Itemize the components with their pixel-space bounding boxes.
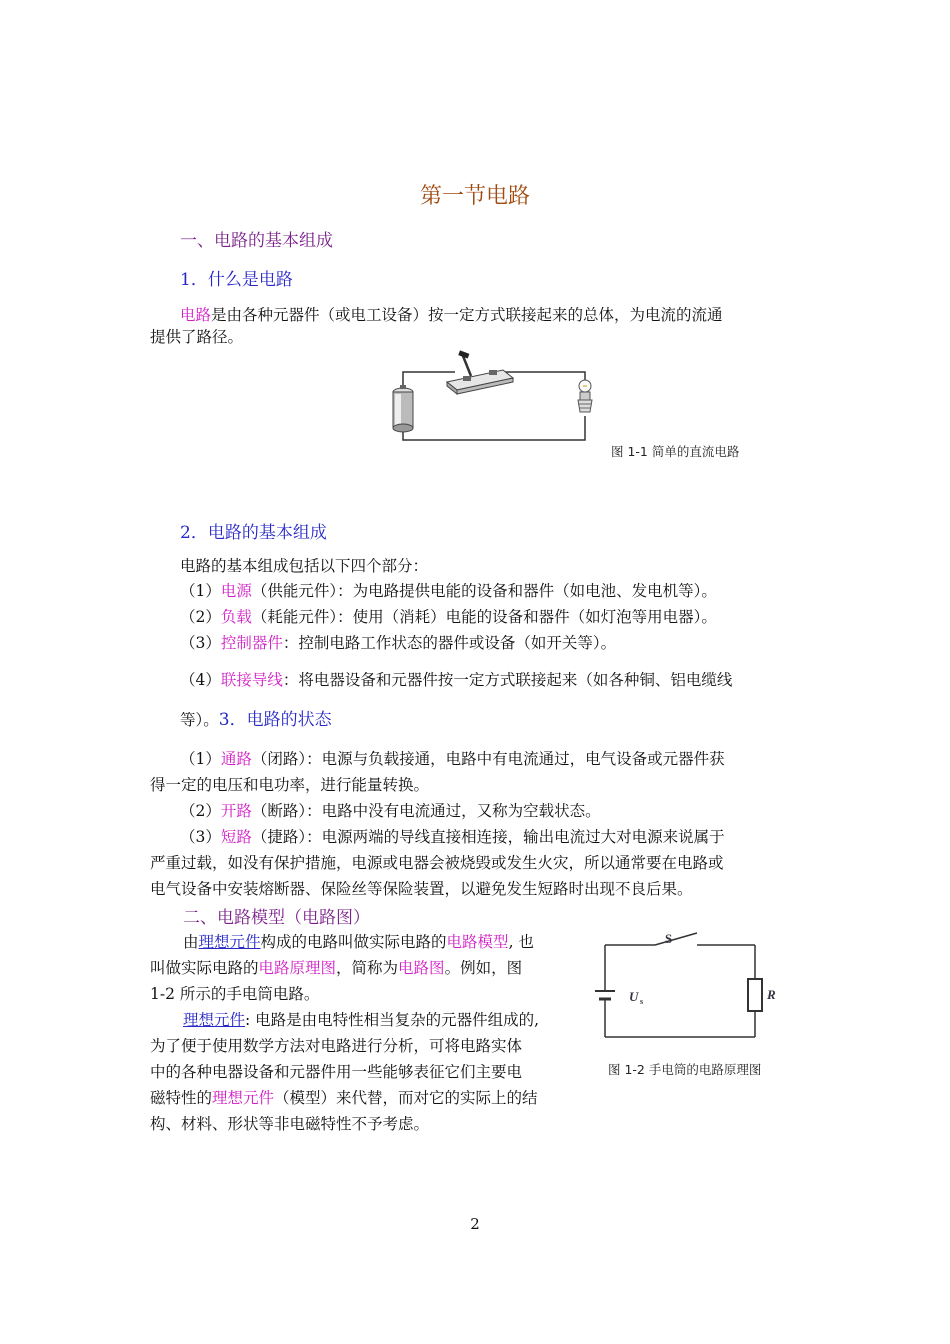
link-ideal-element[interactable]: 理想元件 [198, 933, 261, 951]
paragraph-model-line1: 由理想元件构成的电路叫做实际电路的电路模型, 也 [183, 933, 534, 951]
list-item: （3）短路（捷路）：电源两端的导线直接相连接，输出电流过大对电源来说属于 [180, 828, 725, 846]
paragraph-ideal-line3: 中的各种电器设备和元器件用一些能够表征它们主要电 [150, 1063, 523, 1081]
keyword-power-source: 电源 [220, 582, 252, 600]
keyword-circuit: 电路 [180, 306, 212, 324]
figure-1-1-caption: 图 1-1 简单的直流电路 [611, 444, 740, 459]
source-subscript: s [640, 997, 644, 1006]
list-item: （1）电源（供能元件）：为电路提供电能的设备和器件（如电池、发电机等）。 [180, 582, 717, 600]
paragraph-circuit-def-line1: 电路是由各种元器件（或电工设备）按一定方式联接起来的总体，为电流的流通 [180, 306, 723, 324]
figure-1-2-caption: 图 1-2 手电筒的电路原理图 [608, 1062, 762, 1077]
switch-label: S [665, 931, 673, 946]
subsection-2-heading: 2．电路的基本组成 [180, 523, 327, 543]
list-item-continuation: 得一定的电压和电功率，进行能量转换。 [150, 776, 430, 794]
paragraph-ideal-line2: 为了便于使用数学方法对电路进行分析，可将电路实体 [150, 1037, 523, 1055]
paragraph-model-line2: 叫做实际电路的电路原理图，简称为电路图。例如，图 [150, 959, 523, 977]
keyword-circuit-diagram: 电路图 [398, 959, 445, 977]
list-item: （1）通路（闭路）：电源与负载接通，电路中有电流通过，电气设备或元器件获 [180, 750, 725, 768]
keyword-circuit-model: 电路模型 [446, 933, 509, 951]
paragraph-ideal-line4: 磁特性的理想元件（模型）来代替，而对它的实际上的结 [150, 1089, 538, 1107]
list-item: （2）负载（耗能元件）：使用（消耗）电能的设备和器件（如灯泡等用电器）。 [180, 608, 717, 626]
subsection-3-heading: 3．电路的状态 [218, 710, 332, 730]
subsection-1-heading: 1．什么是电路 [180, 270, 293, 290]
keyword-ideal-element: 理想元件 [212, 1089, 275, 1107]
components-intro: 电路的基本组成包括以下四个部分： [180, 557, 429, 575]
link-ideal-element[interactable]: 理想元件 [183, 1011, 246, 1029]
paragraph-ideal-line1: 理想元件: 电路是由电特性相当复杂的元器件组成的, [183, 1011, 540, 1029]
keyword-control-device: 控制器件 [220, 634, 283, 652]
source-label: U [629, 989, 639, 1004]
paragraph-circuit-def-line2: 提供了路径。 [150, 328, 244, 346]
section-2-heading: 二、电路模型（电路图） [183, 908, 370, 928]
section-1-heading: 一、电路的基本组成 [180, 231, 333, 251]
keyword-load: 负载 [220, 608, 252, 626]
keyword-open-circuit: 开路 [220, 802, 252, 820]
figure-simple-dc-circuit [385, 350, 610, 445]
list-item: （4）联接导线：将电器设备和元器件按一定方式联接起来（如各种铜、铝电缆线 [180, 671, 733, 689]
list-item: （2）开路（断路）：电路中没有电流通过，又称为空载状态。 [180, 802, 601, 820]
list-item-continuation: 电气设备中安装熔断器、保险丝等保险装置，以避免发生短路时出现不良后果。 [150, 880, 693, 898]
keyword-connecting-wire: 联接导线 [220, 671, 283, 689]
keyword-closed-circuit: 通路 [220, 750, 252, 768]
page-title: 第一节电路 [419, 184, 530, 209]
keyword-schematic: 电路原理图 [258, 959, 337, 977]
keyword-short-circuit: 短路 [220, 828, 252, 846]
paragraph-model-line3: 1-2 所示的手电筒电路。 [150, 985, 320, 1003]
list-item: （3）控制器件：控制电路工作状态的器件或设备（如开关等）。 [180, 634, 617, 652]
page-number: 2 [470, 1215, 480, 1233]
paragraph-ideal-line5: 构、材料、形状等非电磁特性不予考虑。 [150, 1115, 430, 1133]
resistor-label: R [767, 987, 776, 1002]
list-item-continuation: 严重过载，如没有保护措施，电源或电器会被烧毁或发生火灾，所以通常要在电路或 [150, 854, 724, 872]
figure-flashlight-schematic [585, 925, 785, 1045]
list-item-continuation: 等）。3．电路的状态 [180, 710, 332, 730]
